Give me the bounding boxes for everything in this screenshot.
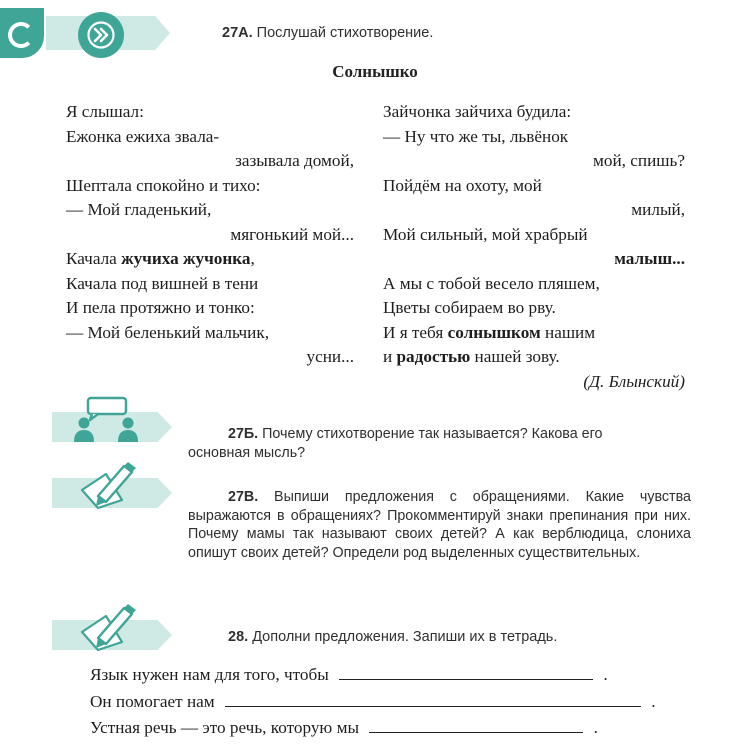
poem-line: Зайчонка зайчиха будила: [383,102,572,121]
poem-line: Цветы собираем во рву. [383,298,556,317]
task-27b-number: 27Б. [228,426,259,442]
poem-author: (Д. Блынский) [583,371,685,391]
poem-line: усни... [306,347,354,366]
poem-line: Шептала спокойно и тихо: [66,175,261,195]
sentence-end: . [651,692,656,711]
poem-line [66,247,354,272]
fill-in-sentence [90,718,598,738]
poem-line: Ежонка ежиха звала- [66,126,220,146]
header-band [0,8,170,48]
poem-line: Качала под вишней в тени [66,273,259,293]
poem-line: — Мой гладенький, [66,200,212,219]
task-27v-number: 27В. [228,489,259,505]
highlighted-word: солнышком [447,322,541,342]
poem-line: — Ну что же ты, львёнок [383,126,569,146]
poem-line: мой, спишь? [593,151,685,170]
task-27a-number: 27А. [222,25,253,41]
poem-line [383,247,685,272]
poem-line: Пойдём на охоту, мой [383,175,542,195]
pencil-note-icon [76,602,146,652]
listen-play-icon[interactable] [78,12,124,58]
task-28-number: 28. [228,629,249,645]
task-27b-text: Почему стихотворение так называется? Какова его [262,426,603,442]
poem-line: Я слышал: [66,102,144,121]
task-28-text: Дополни предложения. Запиши их в тетрадь. [252,629,558,645]
fill-in-sentence [90,665,608,685]
sentence-end: . [603,665,608,684]
sentence-start: Он помогает нам [90,692,215,711]
poem-text: , [250,249,255,268]
task-27a [222,25,433,41]
poem-text: нашей зову. [470,347,560,366]
answer-blank[interactable] [339,666,593,680]
task-27v-text: Выпиши предложения с обращениями. Какие чувства выражаются в обращениях? Прокомментируй знаки препинания при них. Почему мамы так называют своих детей? А как верблюдица, слониха опишут своих детей? Определи род выделенных существительных. [188,489,691,561]
answer-blank[interactable] [369,719,583,733]
highlighted-word: радостью [396,347,471,366]
sentence-end: . [593,718,598,737]
task-27v [188,488,691,562]
swirl-logo-icon [0,8,44,58]
poem-line: — Мой беленький мальчик, [66,322,269,342]
fill-in-sentence [90,692,656,712]
poem-right-column [383,100,685,394]
poem-text: Качала [66,249,122,268]
poem-line: Мой сильный, мой храбрый [383,224,588,244]
pencil-note-icon [76,460,146,510]
task-27b-text-line2: основная мысль? [188,444,306,461]
task-27b [188,425,692,462]
poem-line: А мы с тобой весело пляшем, [383,273,600,293]
poem-line: мягонький мой... [230,224,354,244]
poem-text: И я тебя [383,322,448,342]
poem-line: И пела протяжно и тонко: [66,298,255,317]
poem-line [383,321,685,346]
answer-blank[interactable] [225,693,641,707]
sentence-start: Устная речь — это речь, которую мы [90,718,359,737]
highlighted-word: жучиха жучонка [121,249,251,268]
poem-line [383,345,685,370]
poem-title: Солнышко [332,62,418,81]
poem-line: зазывала домой, [235,151,354,170]
poem-line: милый, [631,200,685,219]
dialog-people-icon [66,396,146,446]
task-28 [228,629,557,645]
poem-text-bold: малыш... [614,249,685,268]
sentence-start: Язык нужен нам для того, чтобы [90,665,329,684]
task-27a-text: Послушай стихотворение. [256,25,434,41]
poem-text: и [383,347,397,366]
poem-left-column [66,100,354,370]
poem-text: нашим [540,322,596,342]
